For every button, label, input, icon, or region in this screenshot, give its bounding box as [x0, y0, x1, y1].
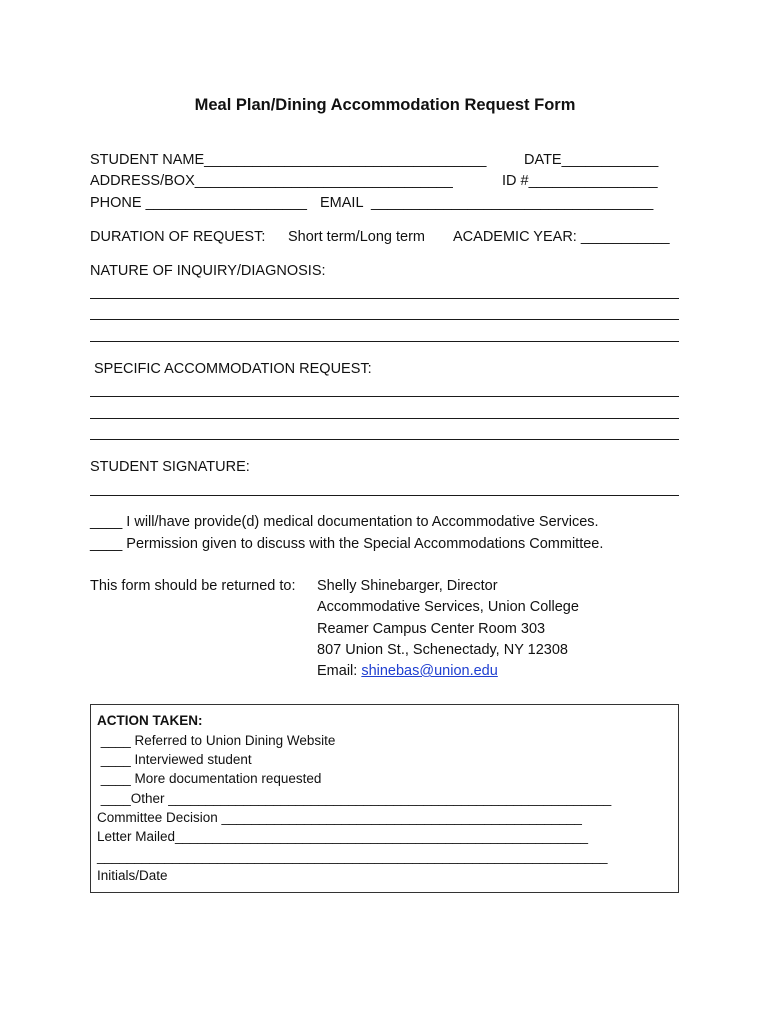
form-title: Meal Plan/Dining Accommodation Request Form [194, 96, 576, 114]
return-line-3: Reamer Campus Center Room 303 [317, 621, 546, 637]
action-taken-box [90, 704, 679, 893]
nature-label: NATURE OF INQUIRY/DIAGNOSIS: [90, 263, 326, 279]
permission-checkline: ____ Permission given to discuss with the Special Accommodations Committee. [90, 536, 604, 552]
id-field: ID #________________ [502, 173, 658, 189]
letter-mailed: Letter Mailed_______________________________________________________ [97, 829, 588, 844]
committee-decision: Committee Decision ________________________________________________ [97, 810, 582, 825]
nature-line-1 [90, 298, 679, 299]
date-field: DATE____________ [524, 152, 659, 168]
duration-label: DURATION OF REQUEST: [90, 229, 266, 245]
return-line-2: Accommodative Services, Union College [317, 599, 579, 615]
nature-line-3 [90, 341, 679, 342]
initials-date: Initials/Date [97, 868, 168, 883]
action-item-interviewed: ____ Interviewed student [97, 752, 252, 767]
action-item-documentation: ____ More documentation requested [97, 771, 322, 786]
action-item-other: ____Other ___________________________________________________________ [97, 791, 612, 806]
specific-line-1 [90, 396, 679, 397]
student-name-field: STUDENT NAME___________________________________ [90, 152, 487, 168]
signature-label: STUDENT SIGNATURE: [90, 459, 250, 475]
return-line-1: Shelly Shinebarger, Director [317, 578, 498, 594]
action-item-referred: ____ Referred to Union Dining Website [97, 733, 336, 748]
nature-line-2 [90, 319, 679, 320]
duration-options: Short term/Long term [288, 229, 425, 245]
specific-line-3 [90, 439, 679, 440]
address-field: ADDRESS/BOX________________________________ [90, 173, 453, 189]
return-line-4: 807 Union St., Schenectady, NY 12308 [317, 642, 568, 658]
academic-year-field: ACADEMIC YEAR: ___________ [453, 229, 670, 245]
specific-label: SPECIFIC ACCOMMODATION REQUEST: [94, 361, 372, 377]
email-field: EMAIL ___________________________________ [320, 195, 654, 211]
email-link[interactable]: shinebas@union.edu [361, 663, 498, 679]
email-label: Email: [317, 663, 362, 679]
blank-line: ____________________________________________________________________ [97, 849, 608, 864]
return-label: This form should be returned to: [90, 578, 296, 594]
action-heading: ACTION TAKEN: [97, 713, 203, 728]
signature-line [90, 495, 679, 496]
documentation-checkline: ____ I will/have provide(d) medical documentation to Accommodative Services. [90, 514, 599, 530]
phone-field: PHONE ____________________ [90, 195, 307, 211]
return-email-row [317, 663, 498, 680]
specific-line-2 [90, 418, 679, 419]
